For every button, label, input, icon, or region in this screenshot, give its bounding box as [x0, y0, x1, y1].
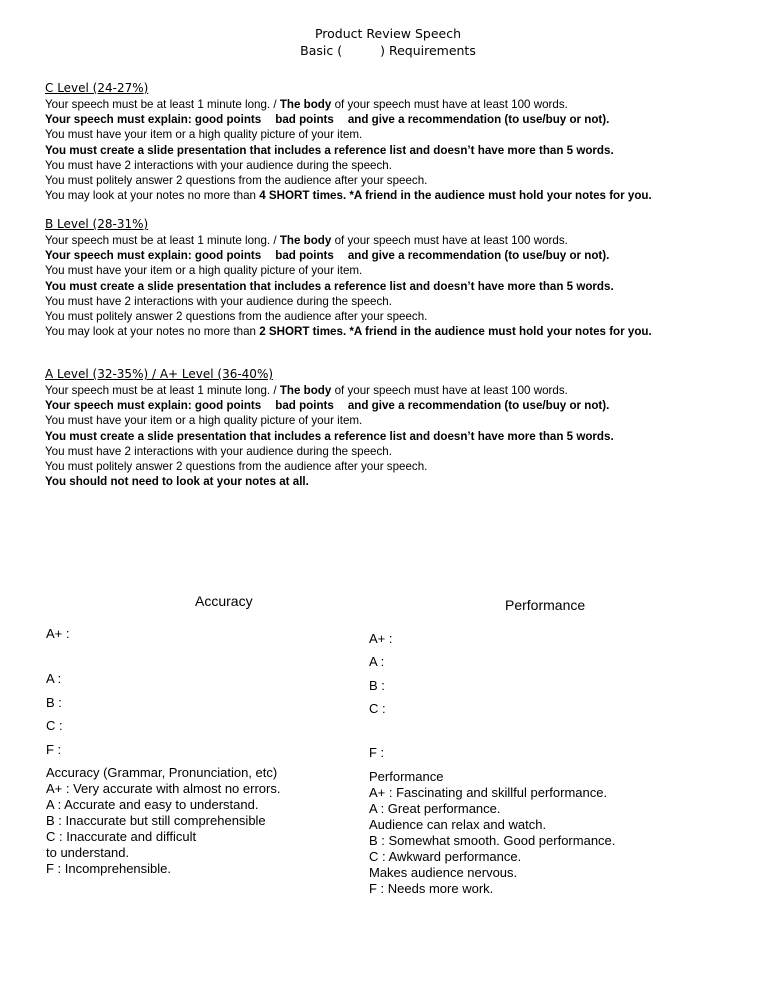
rubric-line: Performance — [369, 769, 444, 784]
explain-intro: Your speech must explain: good points — [45, 399, 262, 413]
explain-mid: bad points — [275, 399, 334, 413]
performance-title: Performance — [505, 597, 586, 613]
performance-grade-a-plus: A+ : — [369, 631, 393, 646]
requirement-line — [45, 112, 745, 127]
accuracy-grade-b: B : — [46, 695, 62, 710]
requirement-text: You must create a slide presentation that includes a reference list and doesn’t have more than 5 words. — [45, 279, 614, 293]
c-level-heading: C Level (24-27%) — [45, 81, 149, 95]
page-subtitle — [4, 42, 768, 59]
requirement-emphasis: The body — [279, 234, 332, 247]
requirement-text: You must have your item or a high quality picture of your item. — [45, 128, 363, 142]
requirement-text: You must have 2 interactions with your audience during the speech. — [45, 444, 392, 458]
requirement-emphasis: 2 SHORT times. *A friend in the audience must hold your notes for you. — [259, 325, 652, 339]
requirement-emphasis: The body — [279, 384, 332, 397]
accuracy-grade-c: C : — [46, 718, 63, 733]
requirement-line — [45, 383, 745, 398]
accuracy-grade-a-plus: A+ : — [46, 626, 70, 641]
requirement-text: You must have your item or a high quality picture of your item. — [45, 414, 363, 428]
requirement-line — [45, 158, 745, 173]
requirement-text: You may look at your notes no more than — [45, 325, 260, 339]
rubric-line: A : Accurate and easy to understand. — [46, 797, 259, 812]
requirement-text: You must create a slide presentation that includes a reference list and doesn’t have more than 5 words. — [45, 429, 614, 443]
performance-grade-f: F : — [369, 745, 385, 760]
requirement-text: of your speech must have at least 100 words. — [331, 384, 568, 397]
requirement-line — [45, 143, 745, 158]
requirement-emphasis: The body — [279, 98, 332, 111]
requirement-line — [45, 459, 745, 474]
requirement-line — [45, 309, 745, 324]
performance-grade-a: A : — [369, 654, 385, 669]
b-level-heading: B Level (28-31%) — [45, 217, 149, 231]
requirement-line — [45, 413, 745, 428]
rubric-line: A : Great performance. — [369, 801, 501, 816]
requirement-line — [45, 294, 745, 309]
c-level-requirements — [45, 97, 745, 203]
rubric-line: to understand. — [46, 845, 130, 860]
requirement-line — [45, 248, 745, 263]
rubric-line: Makes audience nervous. — [369, 865, 518, 880]
explain-intro: Your speech must explain: good points — [45, 249, 262, 263]
rubric-line: C : Awkward performance. — [369, 849, 522, 864]
explain-mid: bad points — [275, 113, 334, 127]
requirement-text: You must politely answer 2 questions from the audience after your speech. — [45, 174, 428, 188]
requirement-text: You must have 2 interactions with your audience during the speech. — [45, 294, 392, 308]
requirement-line — [45, 474, 745, 489]
subtitle-prefix: Basic ( — [300, 43, 343, 58]
requirement-line — [45, 97, 745, 112]
requirement-line — [45, 444, 745, 459]
subtitle-suffix: ) Requirements — [380, 43, 476, 58]
requirement-text: You must have 2 interactions with your audience during the speech. — [45, 158, 392, 172]
explain-end: and give a recommendation (to use/buy or not). — [347, 113, 610, 127]
requirement-text: of your speech must have at least 100 words. — [331, 234, 568, 247]
rubric-line: Accuracy (Grammar, Pronunciation, etc) — [46, 765, 278, 780]
requirement-line — [45, 188, 745, 203]
accuracy-grade-a: A : — [46, 671, 62, 686]
accuracy-grade-f: F : — [46, 742, 62, 757]
requirement-text: Your speech must be at least 1 minute long. / — [45, 98, 280, 111]
requirement-line — [45, 398, 745, 413]
performance-grade-b: B : — [369, 678, 385, 693]
rubric-line: A+ : Fascinating and skillful performance. — [369, 785, 608, 800]
rubric-line: B : Inaccurate but still comprehensible — [46, 813, 266, 828]
requirement-text: Your speech must be at least 1 minute long. / — [45, 234, 280, 247]
requirement-line — [45, 263, 745, 278]
requirement-text: You must create a slide presentation that includes a reference list and doesn’t have more than 5 words. — [45, 143, 614, 157]
rubric-line: C : Inaccurate and difficult — [46, 829, 197, 844]
page-title: Product Review Speech — [314, 26, 462, 41]
requirement-line — [45, 429, 745, 444]
requirement-text: You may look at your notes no more than — [45, 189, 260, 203]
requirement-line — [45, 127, 745, 142]
b-level-requirements — [45, 233, 745, 339]
rubric-line: Audience can relax and watch. — [369, 817, 547, 832]
accuracy-title: Accuracy — [195, 593, 253, 609]
explain-mid: bad points — [275, 249, 334, 263]
requirement-line — [45, 324, 745, 339]
rubric-line: B : Somewhat smooth. Good performance. — [369, 833, 616, 848]
accuracy-rubric — [46, 765, 346, 877]
rubric-line: F : Needs more work. — [369, 881, 494, 896]
requirement-text: of your speech must have at least 100 words. — [331, 98, 568, 111]
requirement-text: You must have your item or a high quality picture of your item. — [45, 264, 363, 278]
requirement-text: Your speech must be at least 1 minute long. / — [45, 384, 280, 397]
requirement-text: You must politely answer 2 questions from the audience after your speech. — [45, 310, 428, 324]
requirement-line — [45, 173, 745, 188]
a-level-heading: A Level (32-35%) / A+ Level (36-40%) — [45, 367, 274, 381]
rubric-line: F : Incomprehensible. — [46, 861, 172, 876]
requirement-emphasis: 4 SHORT times. *A friend in the audience must hold your notes for you. — [259, 189, 652, 203]
requirement-line — [45, 279, 745, 294]
performance-grade-c: C : — [369, 701, 386, 716]
requirement-text: You must politely answer 2 questions from the audience after your speech. — [45, 460, 428, 474]
explain-end: and give a recommendation (to use/buy or not). — [347, 249, 610, 263]
requirement-line — [45, 233, 745, 248]
rubric-line: A+ : Very accurate with almost no errors. — [46, 781, 281, 796]
performance-rubric — [369, 769, 669, 897]
explain-end: and give a recommendation (to use/buy or not). — [347, 399, 610, 413]
requirement-text: You should not need to look at your notes at all. — [45, 475, 309, 489]
explain-intro: Your speech must explain: good points — [45, 113, 262, 127]
a-level-requirements — [45, 383, 745, 489]
